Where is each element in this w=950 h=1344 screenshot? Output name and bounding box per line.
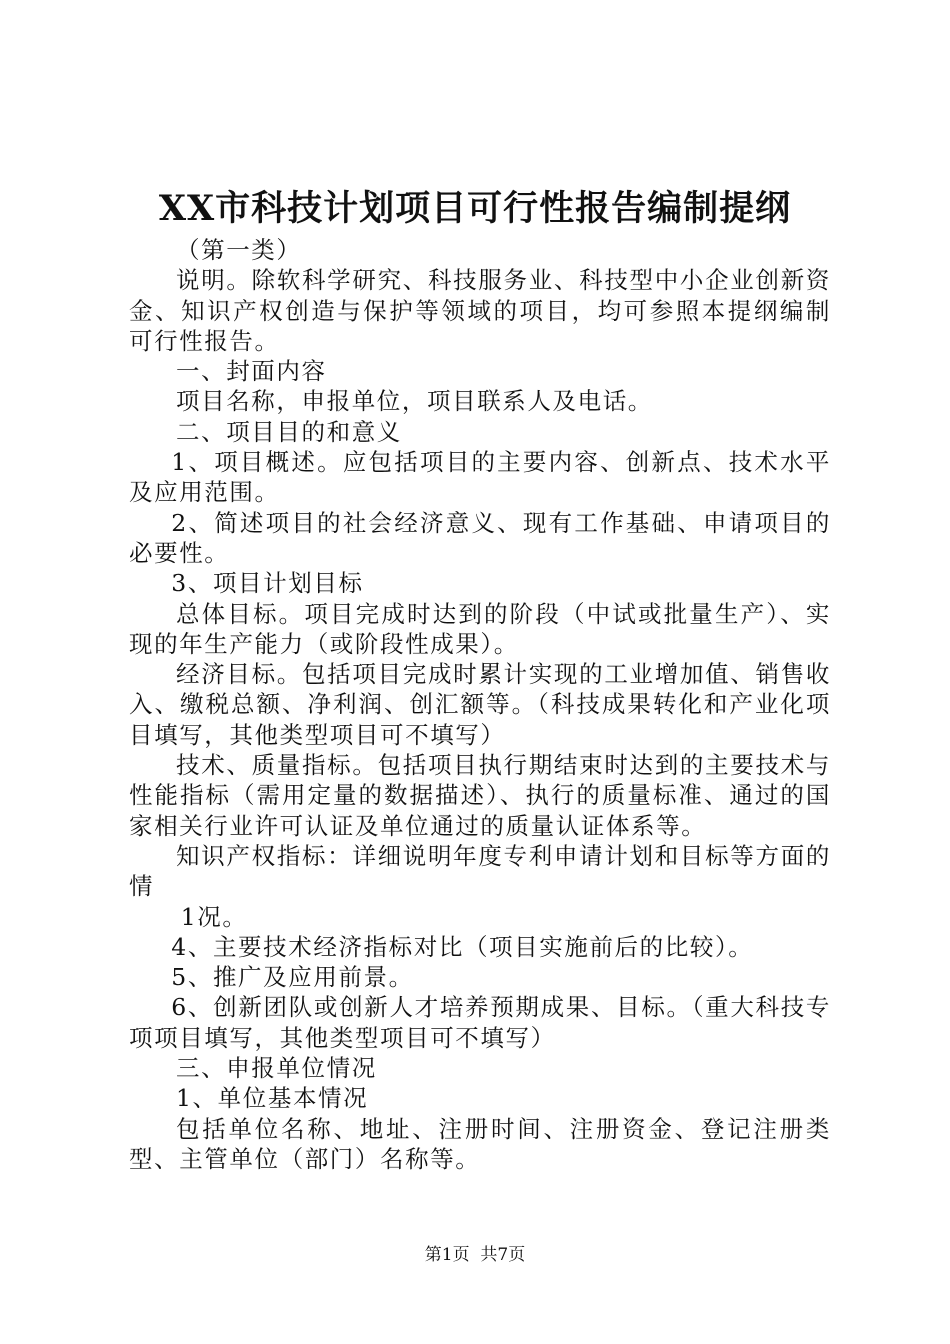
paragraph-description: 说明。除软科学研究、科技服务业、科技型中小企业创新资金、知识产权创造与保护等领域的项目，均可参照本提纲编制可行性报告。: [129, 266, 831, 355]
section-heading-unit: 三、申报单位情况: [176, 1054, 377, 1083]
paragraph-prospects: 5、推广及应用前景。: [171, 963, 414, 992]
page-number-footer: 第1页 共7页: [424, 1245, 526, 1265]
section-heading-purpose: 二、项目目的和意义: [176, 417, 402, 446]
section-heading-cover: 一、封面内容: [176, 357, 327, 386]
subheading-unit-basic: 1、单位基本情况: [176, 1084, 369, 1113]
paragraph-category: （第一类）: [176, 236, 302, 264]
paragraph-economic-goal: 经济目标。包括项目完成时累计实现的工业增加值、销售收入、缴税总额、净利润、创汇额等。（科技成果转化和产业化项目填写，其他类型项目可不填写）: [129, 660, 831, 749]
paragraph-talent: 6、创新团队或创新人才培养预期成果、目标。（重大科技专项项目填写，其他类型项目可不填写）: [129, 993, 831, 1052]
paragraph-significance: 2、简述项目的社会经济意义、现有工作基础、申请项目的必要性。: [129, 508, 831, 567]
document-body: [129, 235, 831, 1174]
paragraph-ip-goal: 知识产权指标：详细说明年度专利申请计划和目标等方面的情: [129, 841, 831, 901]
paragraph-tech-quality: 技术、质量指标。包括项目执行期结束时达到的主要技术与性能指标（需用定量的数据描述）、执行的质量标准、通过的国家相关行业许可认证及单位通过的质量认证体系等。: [129, 751, 831, 840]
paragraph-overview: 1、项目概述。应包括项目的主要内容、创新点、技术水平及应用范围。: [129, 448, 831, 507]
document-title: XX市科技计划项目可行性报告编制提纲: [158, 188, 792, 229]
subheading-plan-goals: 3、项目计划目标: [171, 569, 364, 598]
paragraph-indicator-compare: 4、主要技术经济指标对比（项目实施前后的比较）。: [171, 932, 754, 961]
paragraph-unit-basic: 包括单位名称、地址、注册时间、注册资金、登记注册类型、主管单位（部门）名称等。: [129, 1114, 831, 1173]
paragraph-ip-goal-cont: 1况。: [180, 902, 248, 931]
paragraph-cover-content: 项目名称，申报单位，项目联系人及电话。: [176, 387, 653, 416]
paragraph-overall-goal: 总体目标。项目完成时达到的阶段（中试或批量生产）、实现的年生产能力（或阶段性成果）。: [129, 599, 831, 658]
